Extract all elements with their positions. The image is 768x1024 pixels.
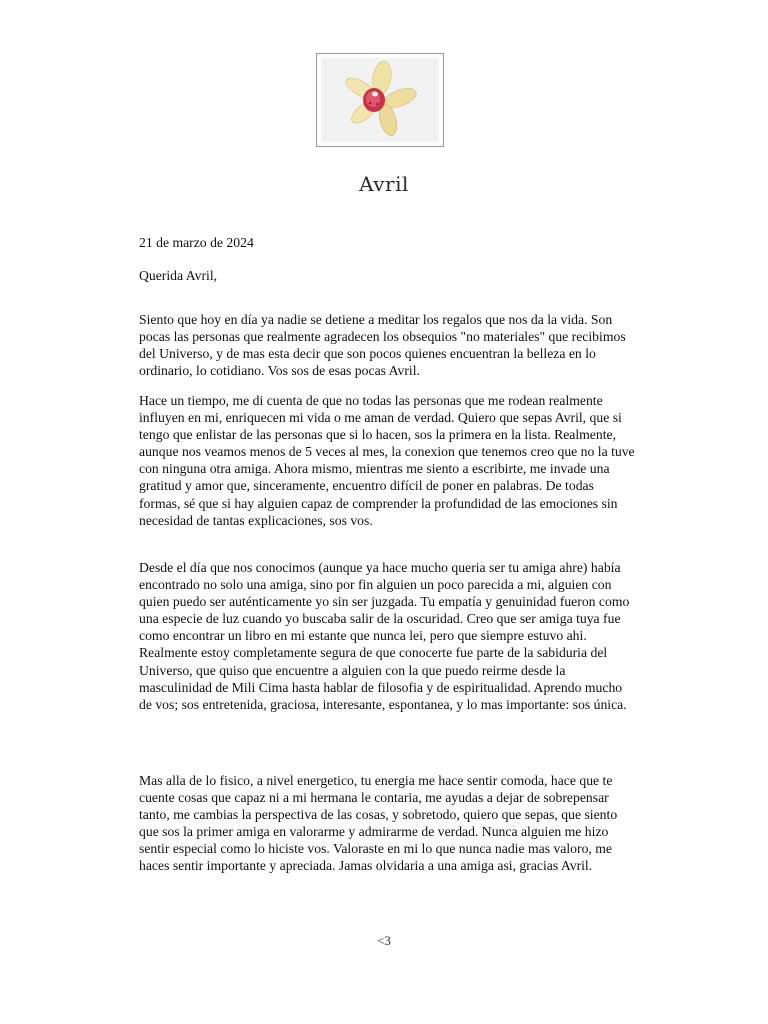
letter-paragraph: Mas alla de lo fisico, a nivel energetico, tu energia me hace sentir comoda, hace que te cuente cosas que capaz ni a mi hermana le contaria, me ayudas a dejar de sobrepensar tanto, me cambias la perspectiva de las cosas, y sobretodo, quiero que sepas, que siento que sos la primer amiga en valorarme y admirarme de verdad. Nunca alguien me hizo sentir especial como lo hiciste vos. Valoraste en mi lo que nunca nadie mas valoro, me haces sentir importante y apreciada. Jamas olvidaria a una amiga asi, gracias Avril. bbox=[139, 773, 618, 874]
letter-greeting: Querida Avril, bbox=[139, 268, 218, 283]
orchid-flower-image bbox=[321, 58, 439, 142]
letter-paragraph: Hace un tiempo, me di cuenta de que no todas las personas que me rodean realmente influyen en mi, enriquecen mi vida o me aman de verdad. Quiero que sepas Avril, que si tengo que enlistar de las personas que si lo hacen, sos la primera en la lista. Realmente, aunque nos veamos menos de 5 veces al mes, la conexion que tenemos creo que no la tuve con ninguna otra amiga. Ahora mismo, mientras me siento a escribirte, me invade una gratitud y amor que, sinceramente, encuentro difícil de poner en palabras. De todas formas, sé que si hay alguien capaz de comprender la profundidad de las emociones sin necesidad de tantas explicaciones, sos vos. bbox=[139, 393, 635, 528]
page-title: Avril bbox=[359, 172, 409, 196]
letter-paragraph: Siento que hoy en día ya nadie se detiene a meditar los regalos que nos da la vida. Son pocas las personas que realmente agradecen los obsequios "no materiales" que recibimos del Universo, y de mas esta decir que son pocos quienes encuentran la belleza en lo ordinario, lo cotidiano. Vos sos de esas pocas Avril. bbox=[139, 312, 626, 379]
letter-paragraph: Desde el día que nos conocimos (aunque ya hace mucho queria ser tu amiga ahre) había encontrado no solo una amiga, sino por fin alguien un poco parecida a mi, alguien con quien puedo ser auténticamente yo sin ser juzgada. Tu empatía y genuinidad fueron como una especie de luz cuando yo buscaba salir de la oscuridad. Creo que ser amiga tuya fue como encontrar un libro en mi estante que nunca lei, pero que siempre estuvo ahi. Realmente estoy completamente segura de que conocerte fue parte de la sabiduria del Universo, que quiso que encuentre a alguien con la que puedo reirme desde la masculinidad de Mili Cima hasta hablar de filosofia y de espiritualidad. Aprendo mucho de vos; sos entretenida, graciosa, interesante, espontanea, y lo mas importante: sos única. bbox=[139, 560, 630, 712]
letter-signoff: <3 bbox=[377, 933, 391, 948]
flower-photo bbox=[316, 53, 444, 147]
letter-date: 21 de marzo de 2024 bbox=[139, 235, 254, 250]
